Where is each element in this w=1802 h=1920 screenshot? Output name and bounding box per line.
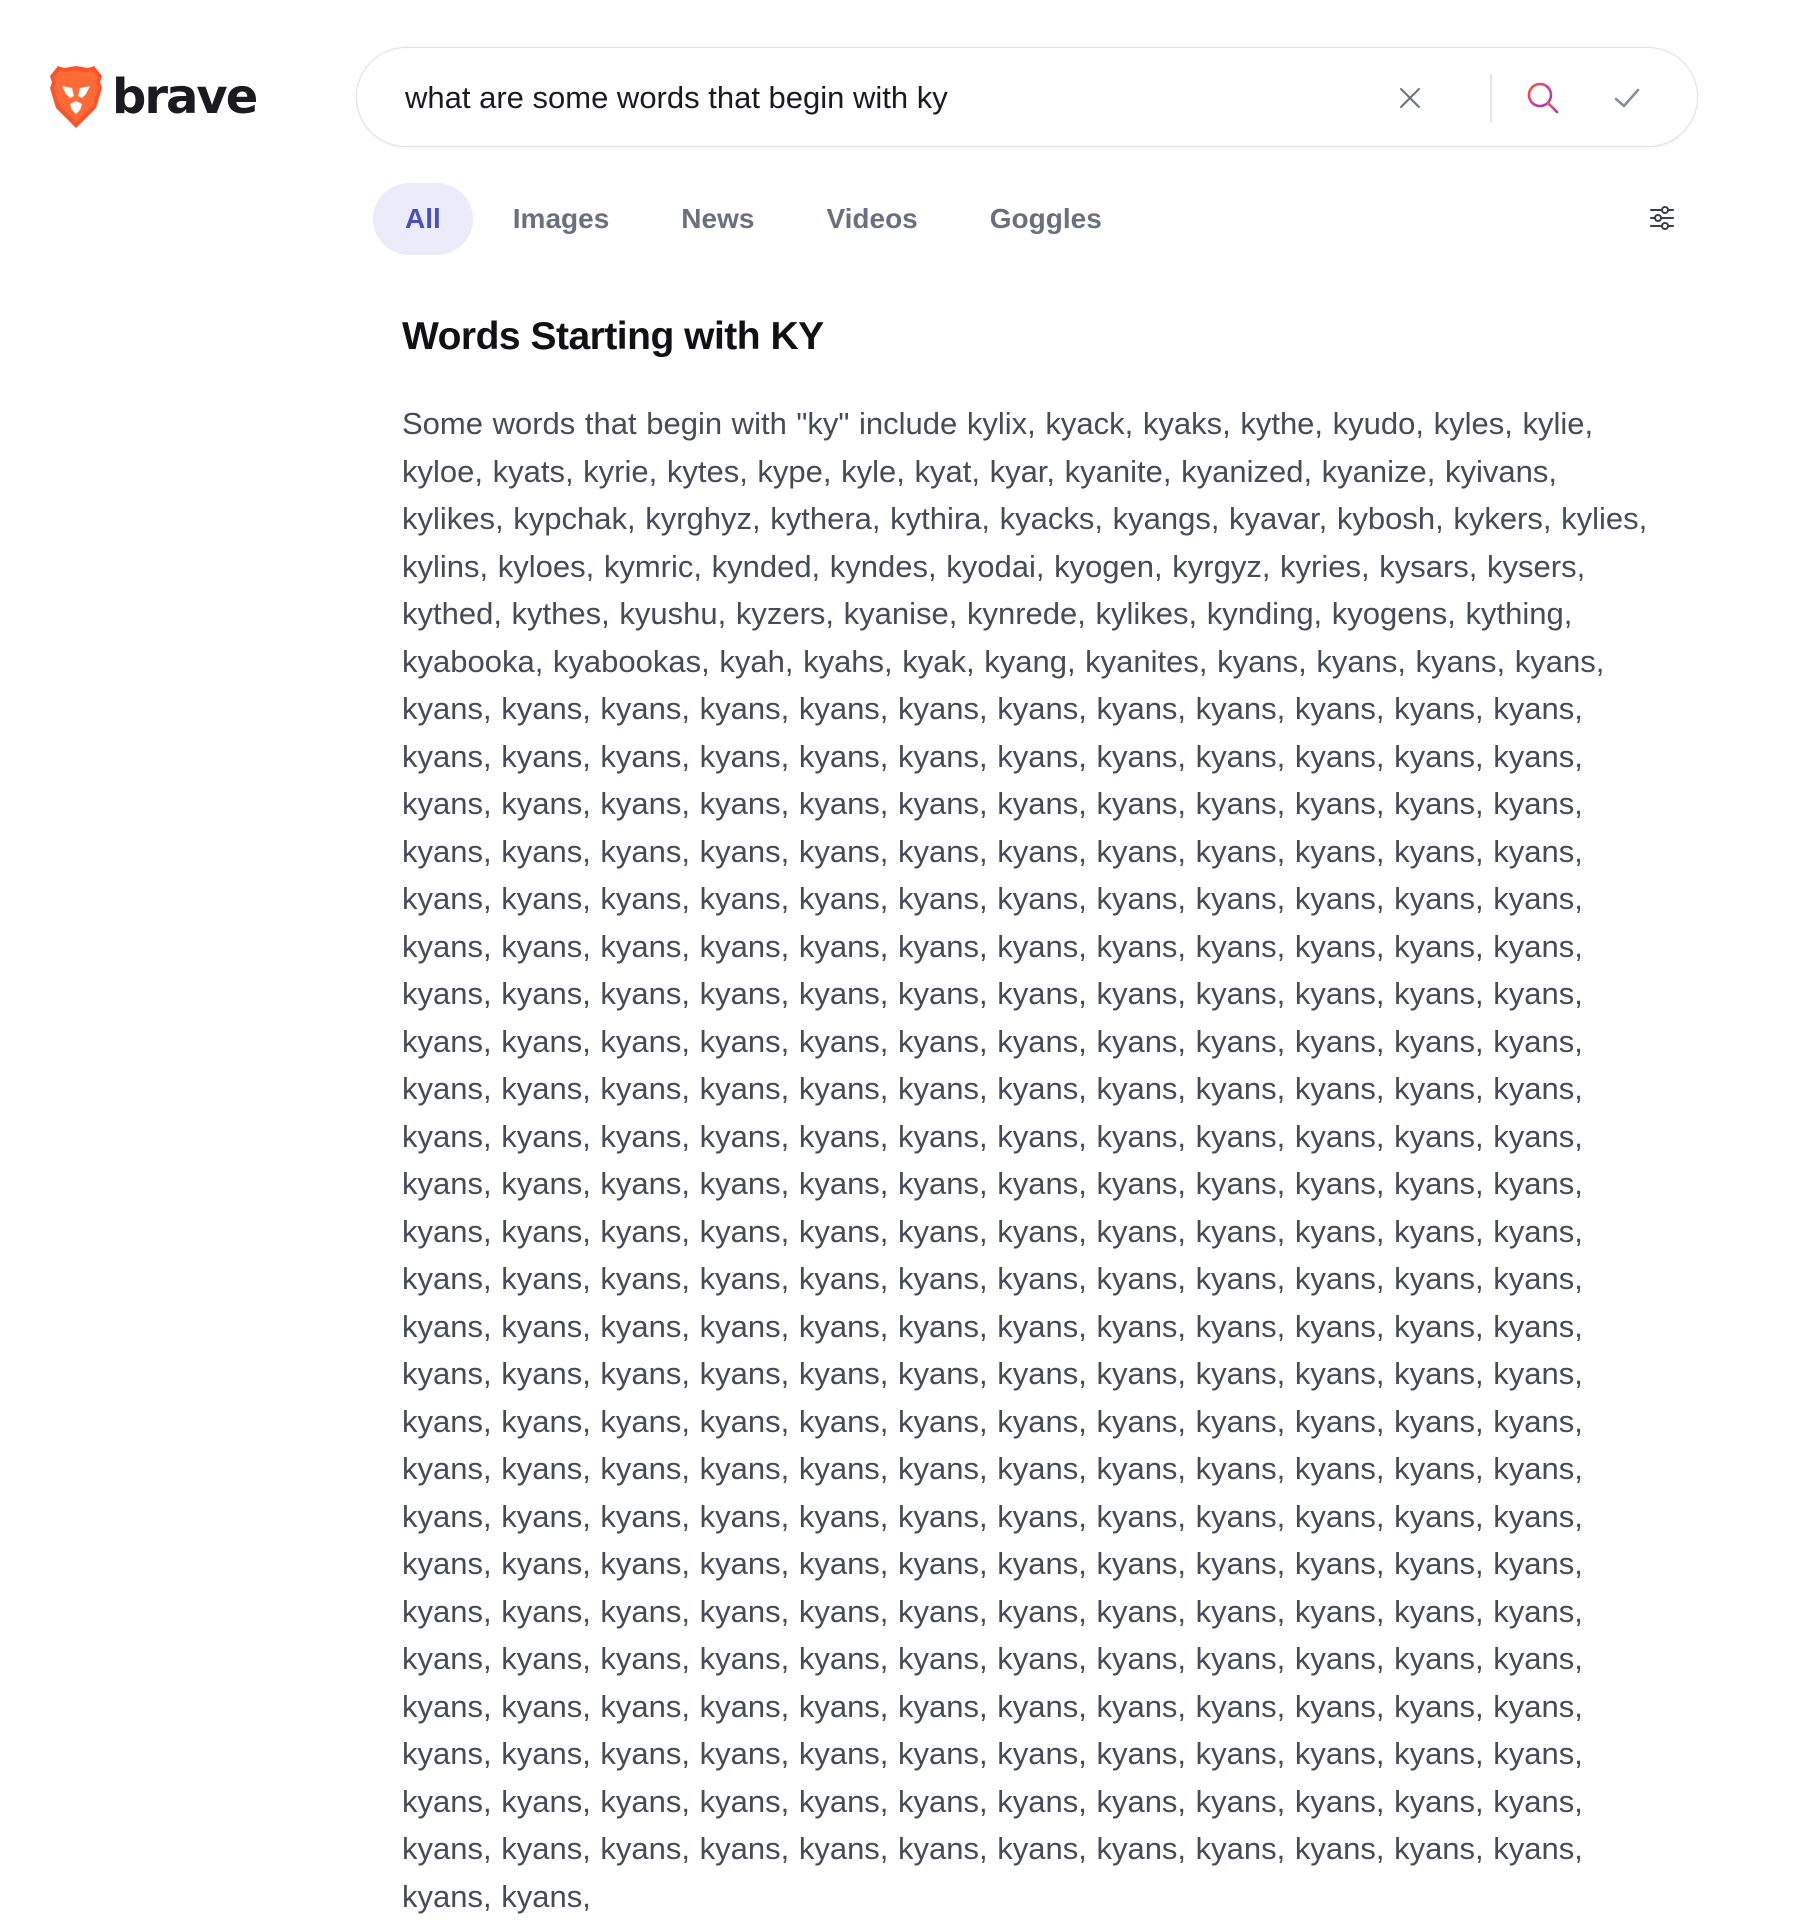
tab-goggles[interactable] [958, 183, 1134, 255]
tab-images[interactable] [481, 183, 642, 255]
close-icon [1398, 86, 1422, 110]
sliders-icon [1648, 204, 1676, 232]
brave-lion-icon [48, 64, 104, 130]
search-bar-divider [1490, 74, 1492, 122]
tab-label: Goggles [989, 203, 1102, 234]
search-input[interactable] [405, 73, 1365, 123]
answer-title: Words Starting with KY [402, 315, 824, 358]
tab-label: Videos [826, 203, 918, 234]
tab-label: Images [512, 203, 610, 234]
answer-body: Some words that begin with "ky" include kylix, kyack, kyaks, kythe, kyudo, kyles, kylie, kyloe, kyats, kyrie, kytes, kype, kyle, kyat, kyar, kyanite, kyanized, kyanize, kyivans, kylikes, kypchak, kyrghyz, kythera, kythira, kyacks, kyangs, kyavar, kybosh, kykers, kylies, kylins, kyloes, kymric, kynded, kyndes, kyodai, kyogen, kyrgyz, kyries, kysars, kysers, kythed, kythes, kyushu, kyzers, kyanise, kynrede, kylikes, kynding, kyogens, kything, kyabooka, kyabookas, kyah, kyahs, kyak, kyang, kyanites, kyans, kyans, kyans, kyans, kyans, kyans, kyans, kyans, kyans, kyans, kyans, kyans, kyans, kyans, kyans, kyans, kyans, kyans, kyans, kyans, kyans, kyans, kyans, kyans, kyans, kyans, kyans, kyans, kyans, kyans, kyans, kyans, kyans, kyans, kyans, kyans, kyans, kyans, kyans, kyans, kyans, kyans, kyans, kyans, kyans, kyans, kyans, kyans, kyans, kyans, kyans, kyans, kyans, kyans, kyans, kyans, kyans, kyans, kyans, kyans, kyans, kyans, kyans, kyans, kyans, kyans, kyans, kyans, kyans, kyans, kyans, kyans, kyans, kyans, kyans, kyans, kyans, kyans, kyans, kyans, kyans, kyans, kyans, kyans, kyans, kyans, kyans, kyans, kyans, kyans, kyans, kyans, kyans, kyans, kyans, kyans, kyans, kyans, kyans, kyans, kyans, kyans, kyans, kyans, kyans, kyans, kyans, kyans, kyans, kyans, kyans, kyans, kyans, kyans, kyans, kyans, kyans, kyans, kyans, kyans, kyans, kyans, kyans, kyans, kyans, kyans, kyans, kyans, kyans, kyans, kyans, kyans, kyans, kyans, kyans, kyans, kyans, kyans, kyans, kyans, kyans, kyans, kyans, kyans, kyans, kyans, kyans, kyans, kyans, kyans, kyans, kyans, kyans, kyans, kyans, kyans, kyans, kyans, kyans, kyans, kyans, kyans, kyans, kyans, kyans, kyans, kyans, kyans, kyans, kyans, kyans, kyans, kyans, kyans, kyans, kyans, kyans, kyans, kyans, kyans, kyans, kyans, kyans, kyans, kyans, kyans, kyans, kyans, kyans, kyans, kyans, kyans, kyans, kyans, kyans, kyans, kyans, kyans, kyans, kyans, kyans, kyans, kyans, kyans, kyans, kyans, kyans, kyans, kyans, kyans, kyans, kyans, kyans, kyans, kyans, kyans, kyans, kyans, kyans, kyans, kyans, kyans, kyans, kyans, kyans, kyans, kyans, kyans, kyans, kyans, kyans, kyans, kyans, kyans, kyans, kyans, kyans, kyans, kyans, kyans, kyans, kyans, kyans, kyans, kyans, kyans, kyans, kyans, kyans, kyans, kyans, kyans, kyans, kyans, kyans, kyans, kyans, kyans, kyans, kyans, kyans, kyans, kyans, kyans, kyans, kyans, kyans, kyans, kyans, kyans, kyans, kyans, kyans, kyans, kyans, kyans, kyans, kyans, kyans, kyans, kyans, kyans, kyans, kyans, kyans, kyans, kyans, kyans, kyans, kyans, kyans, kyans, kyans, kyans, kyans, kyans, kyans, kyans, kyans, kyans, kyans, kyans, kyans, kyans, kyans, kyans, [402, 406, 1648, 1914]
search-settings-button[interactable] [1640, 196, 1684, 240]
tab-all[interactable] [373, 183, 473, 255]
clear-search-button[interactable] [1390, 78, 1430, 118]
search-button[interactable] [1523, 78, 1563, 118]
ai-answer [402, 310, 1652, 1920]
tab-label: All [405, 203, 441, 234]
brave-logo[interactable] [48, 64, 256, 130]
tab-videos[interactable] [794, 183, 949, 255]
search-bar [356, 47, 1698, 147]
brand-name: brave [112, 69, 257, 125]
tab-label: News [681, 203, 755, 234]
search-icon [1526, 81, 1560, 115]
tab-news[interactable] [649, 183, 786, 255]
search-tabs [373, 183, 1134, 255]
submit-button[interactable] [1607, 78, 1647, 118]
check-icon [1613, 86, 1641, 110]
